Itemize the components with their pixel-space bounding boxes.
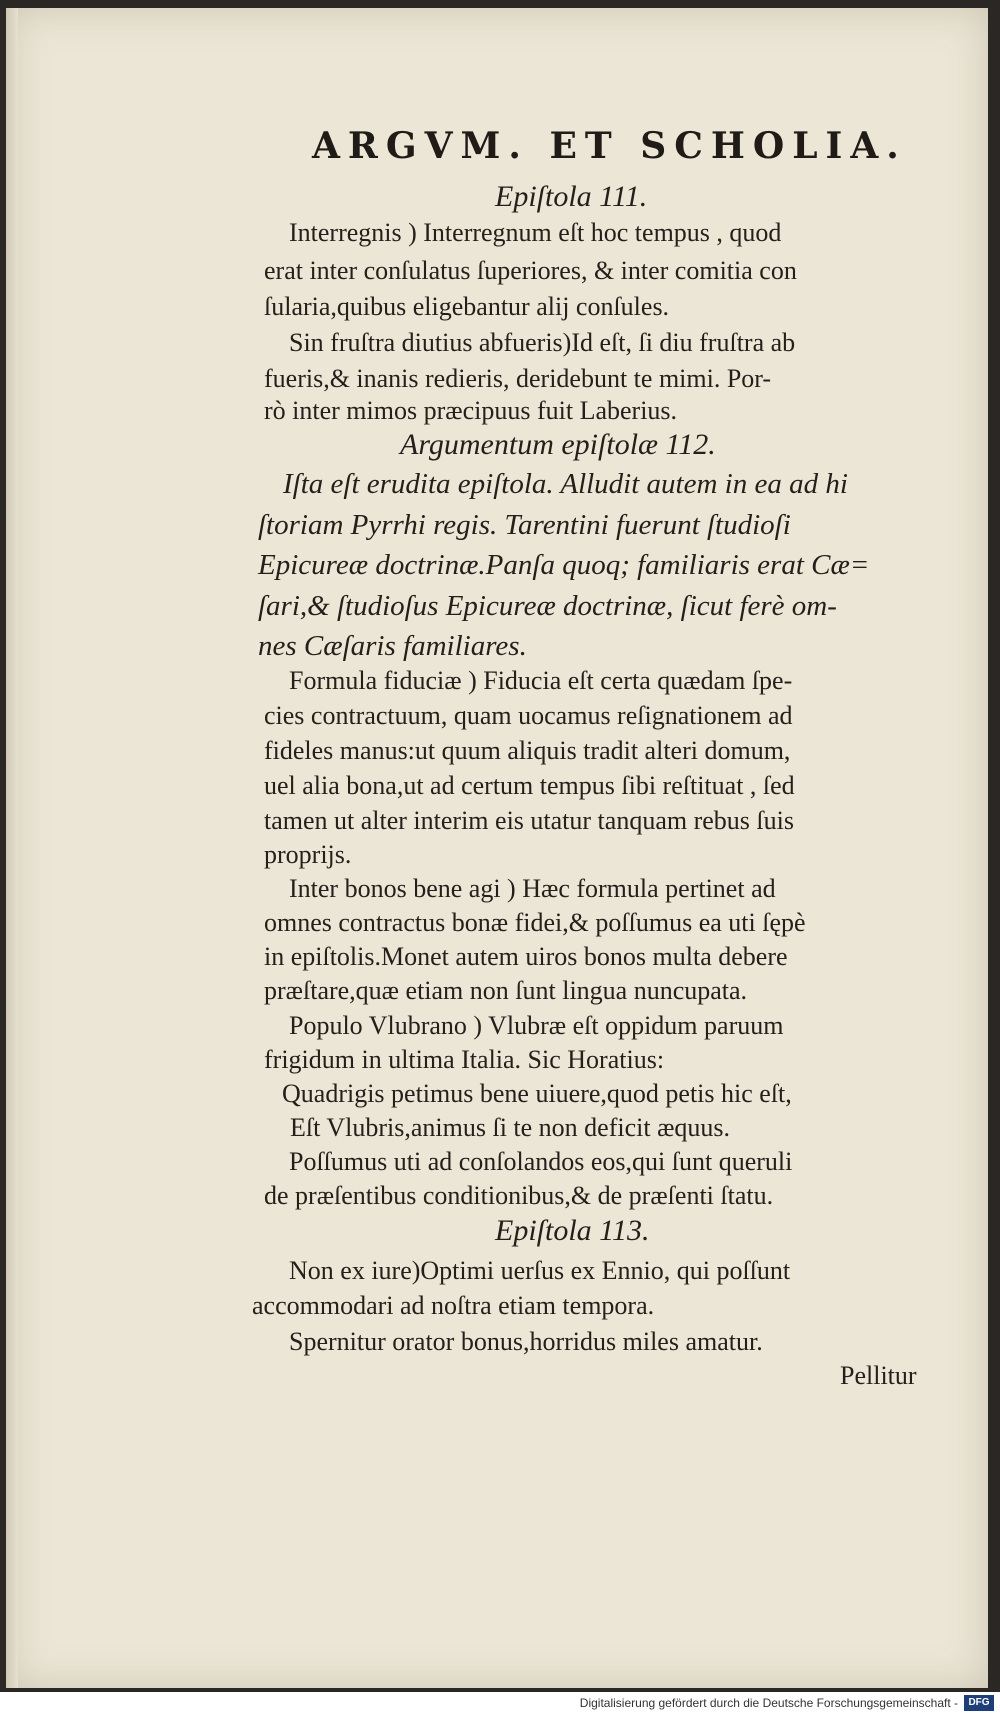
text-line-italic: ſari,& ſtudioſus Epicureæ doctrinæ, ſicut ferè om- (258, 590, 837, 622)
catchword: Pellitur (840, 1361, 917, 1390)
text-line-italic: Iſta eſt erudita epiſtola. Alludit autem in ea ad hi (283, 468, 848, 500)
text-line: Inter bonos bene agi ) Hæc formula pertinet ad (289, 874, 776, 903)
text-line-italic: Epicureæ doctrinæ.Panſa quoq; familiaris erat Cæ= (258, 549, 870, 581)
page-edge (6, 8, 18, 1688)
text-line: proprijs. (264, 840, 352, 869)
heading-epistola-111: Epiſtola 111. (495, 180, 648, 213)
text-line: accommodari ad noſtra etiam tempora. (252, 1291, 655, 1320)
running-head: ARGVM. ET SCHOLIA. (312, 125, 907, 167)
text-line: fideles manus:ut quum aliquis tradit alteri domum, (264, 736, 791, 765)
verse-line: Eſt Vlubris,animus ſi te non deficit æquus. (290, 1113, 731, 1142)
text-line: fueris,& inanis redieris, deridebunt te mimi. Por- (264, 364, 772, 393)
text-line: Poſſumus uti ad conſolandos eos,qui ſunt queruli (289, 1147, 793, 1176)
text-line: Sin fruſtra diutius abfueris)Id eſt, ſi diu fruſtra ab (289, 328, 796, 357)
text-line: cies contractuum, quam uocamus reſignationem ad (264, 701, 793, 730)
text-line: frigidum in ultima Italia. Sic Horatius: (264, 1045, 665, 1074)
text-line: de præſentibus conditionibus,& de præſenti ſtatu. (264, 1181, 774, 1210)
footer-credit: Digitalisierung gefördert durch die Deutsche Forschungsgemeinschaft - (579, 1696, 958, 1710)
text-line: Populo Vlubrano ) Vlubræ eſt oppidum paruum (289, 1011, 784, 1040)
text-line: tamen ut alter interim eis utatur tanquam rebus ſuis (264, 806, 794, 835)
text-line: Interregnis ) Interregnum eſt hoc tempus , quod (289, 218, 782, 247)
text-line: Formula fiduciæ ) Fiducia eſt certa quædam ſpe- (289, 666, 793, 695)
text-line-italic: nes Cæſaris familiares. (258, 630, 527, 662)
heading-argumentum-112: Argumentum epiſtolæ 112. (400, 428, 716, 461)
dfg-logo-icon: DFG (964, 1695, 994, 1711)
text-line: ſularia,quibus eligebantur alij conſules. (264, 292, 670, 321)
text-line: præſtare,quæ etiam non ſunt lingua nuncupata. (264, 976, 748, 1005)
text-line: omnes contractus bonæ fidei,& poſſumus ea uti ſępè (264, 908, 806, 937)
text-line-italic: ſtoriam Pyrrhi regis. Tarentini fuerunt ſtudioſi (258, 509, 791, 541)
verse-line: Quadrigis petimus bene uiuere,quod petis hic eſt, (282, 1079, 792, 1108)
text-line: Non ex iure)Optimi uerſus ex Ennio, qui poſſunt (289, 1256, 791, 1285)
text-line: rò inter mimos præcipuus fuit Laberius. (264, 396, 678, 425)
heading-epistola-113: Epiſtola 113. (495, 1214, 650, 1247)
text-line: in epiſtolis.Monet autem uiros bonos multa debere (264, 942, 788, 971)
verse-line: Spernitur orator bonus,horridus miles amatur. (289, 1327, 763, 1356)
digitization-footer (0, 1692, 1000, 1715)
text-line: uel alia bona,ut ad certum tempus ſibi reſtituat , ſed (264, 771, 795, 800)
text-line: erat inter conſulatus ſuperiores, & inter comitia con (264, 256, 797, 285)
